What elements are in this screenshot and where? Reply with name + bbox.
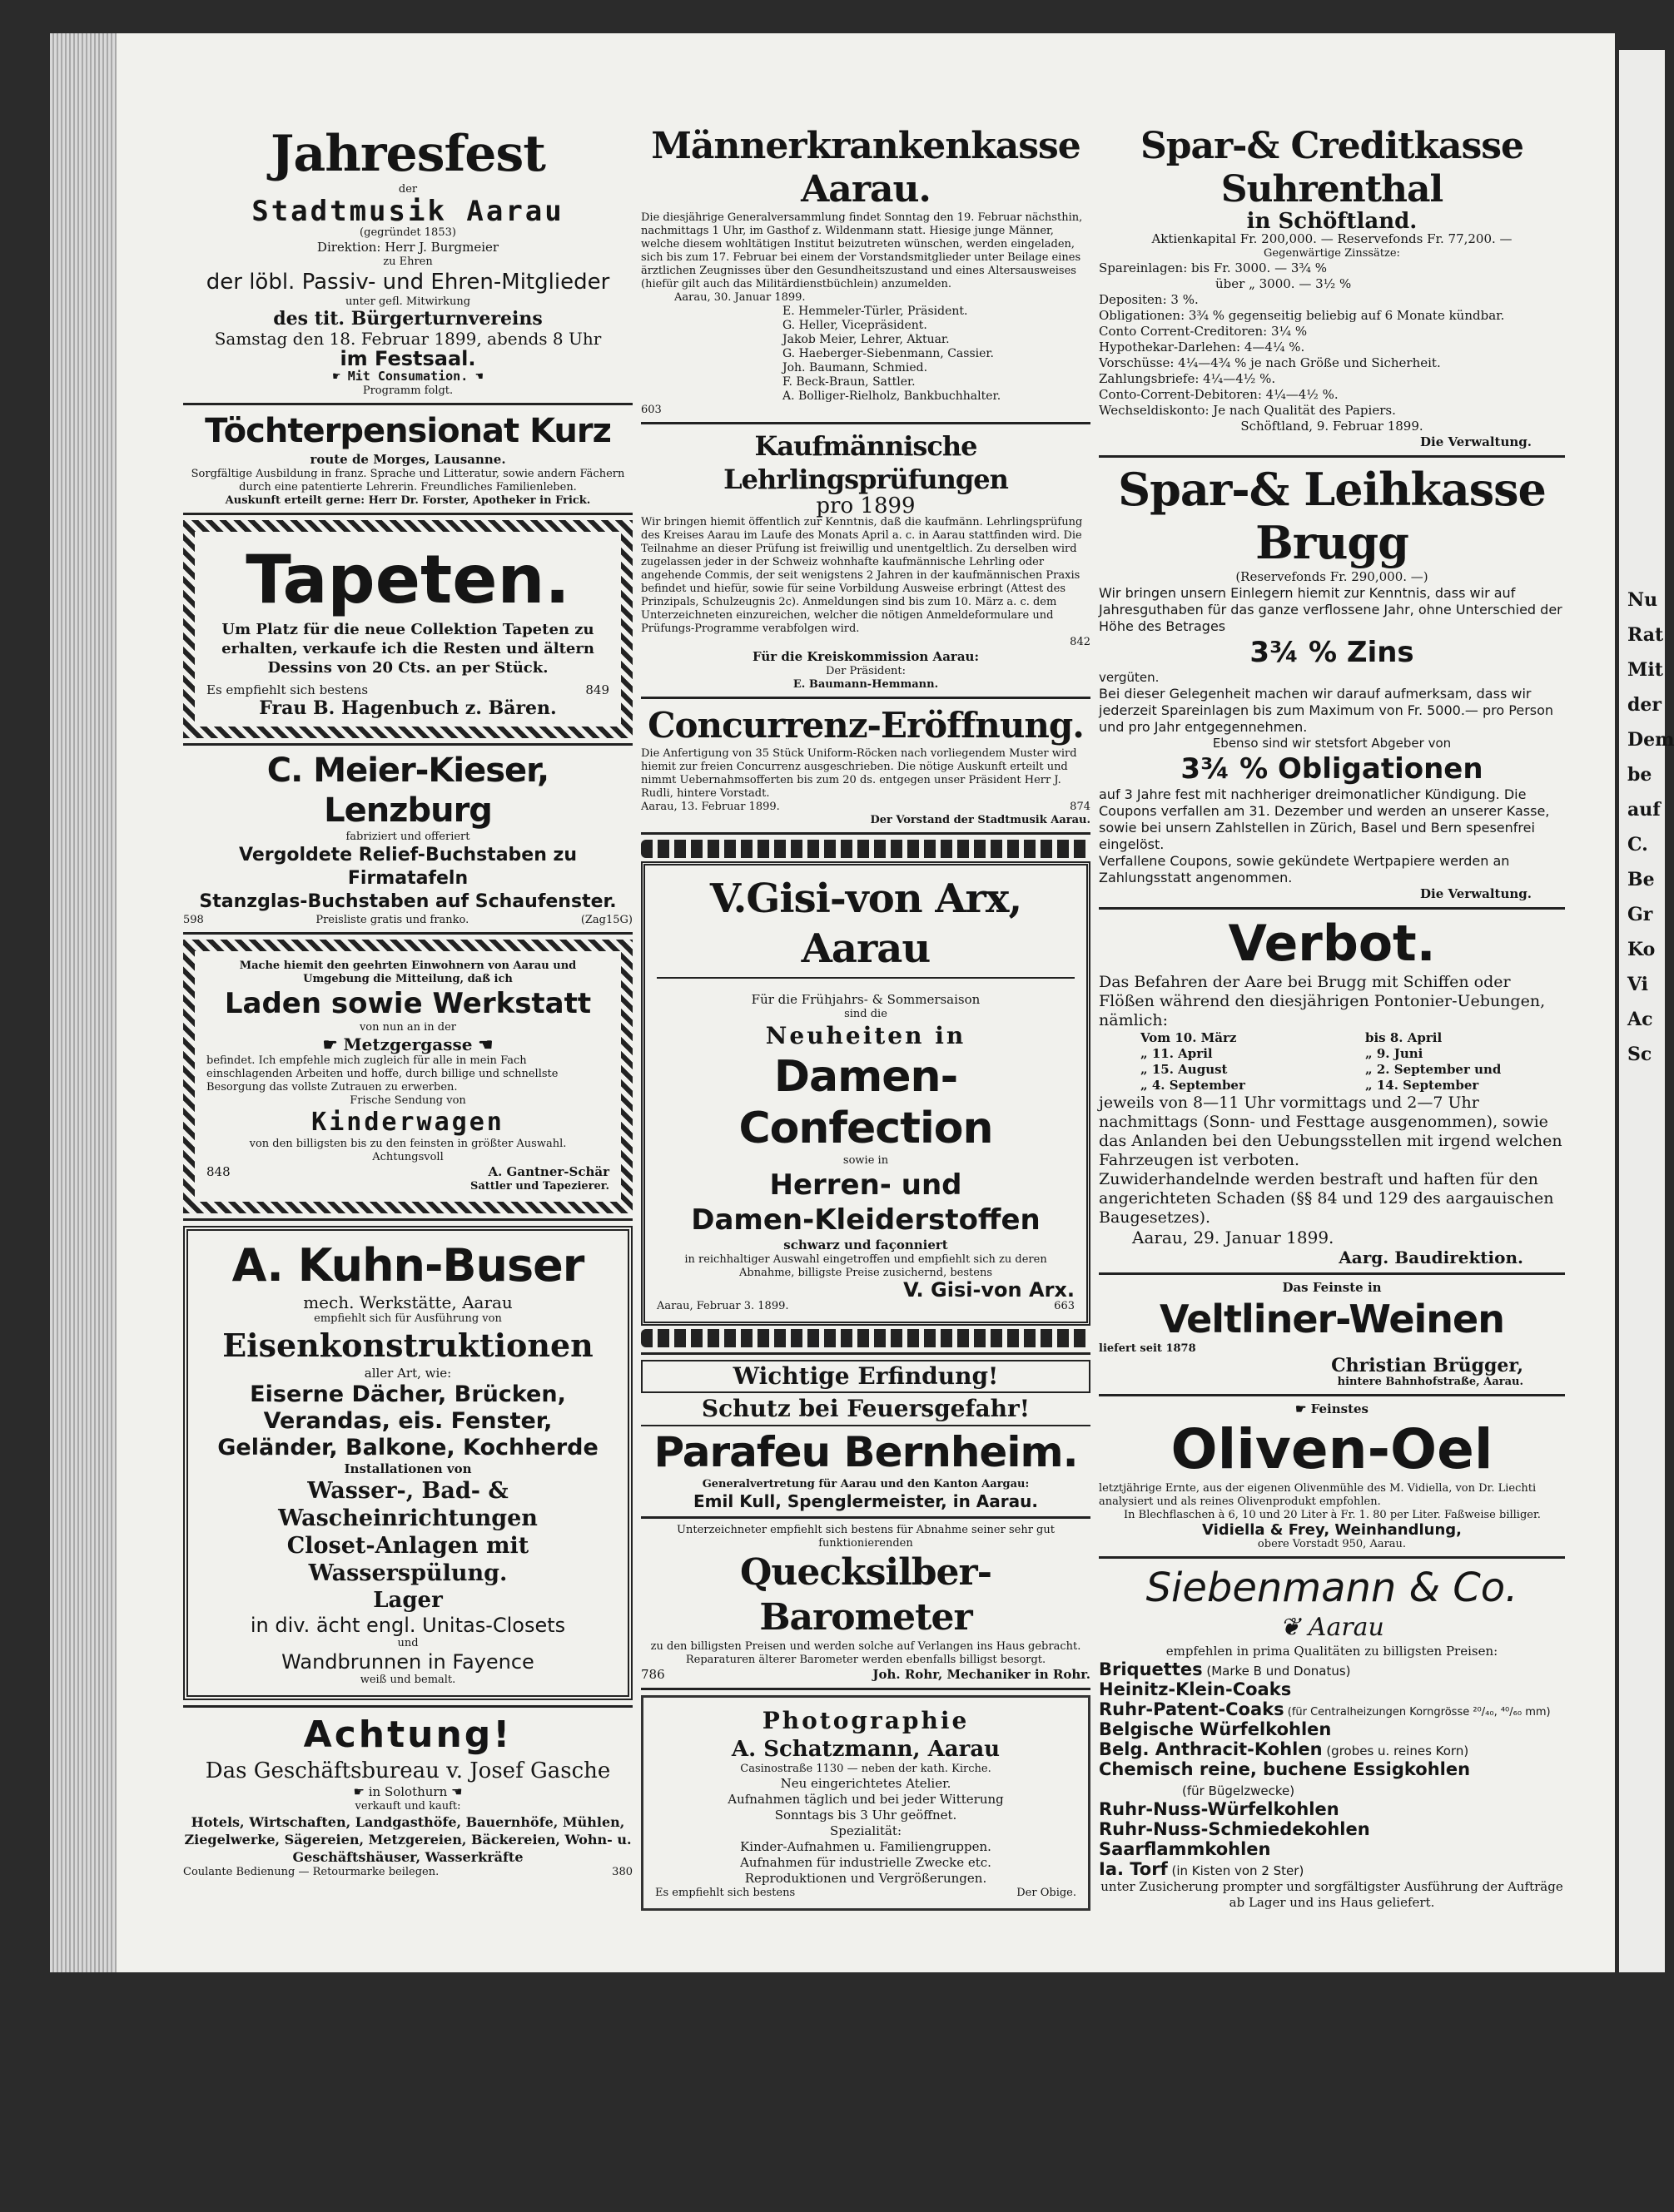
ad-achtung	[183, 1713, 633, 1879]
veltliner-intro: Das Feinste in	[1282, 1280, 1382, 1295]
gisi-damen: Damen-Confection	[738, 1052, 993, 1153]
achtung-verkauft: verkauft und kauft:	[355, 1800, 461, 1813]
barometer-number: 786	[641, 1667, 665, 1682]
siebenmann-items: Briquettes (Marke B und Donatus) Heinitz-Klein-Coaks Ruhr-Patent-Coaks (für Centralheizungen Korngrösse ²⁰/₄₀, ⁴⁰/₆₀ mm) Belgische Würfelkohlen Belg. Anthracit-Kohlen (grobes u. reines Korn) Chemisch reine, buchene Essigkohlen (für Bügelzwecke) Ruhr-Nuss-Würfelkohlen Ruhr-Nuss-Schmiedekohlen Saarflammkohlen Ia. Torf (in Kisten von 2 Ster)	[1099, 1659, 1551, 1879]
laden-product: Kinderwagen	[311, 1108, 504, 1137]
ad-lehrlingspruefungen	[641, 429, 1090, 692]
spar-title: Spar-& Creditkasse Suhrenthal	[1140, 125, 1524, 211]
column-3	[1099, 125, 1565, 1911]
veltliner-since: liefert seit 1878	[1099, 1342, 1196, 1355]
date: Samstag den 18. Februar 1899, abends 8 Uhr	[214, 329, 602, 349]
kuhn-sub: mech. Werkstätte, Aarau	[303, 1292, 513, 1312]
photo-sonntag: Sonntags bis 3 Uhr geöffnet.	[774, 1808, 957, 1823]
laden-title: Laden sowie Werkstatt	[224, 987, 592, 1020]
veltliner-title: Veltliner-Weinen	[1160, 1297, 1504, 1342]
concurrenz-signature: Der Vorstand der Stadtmusik Aarau.	[870, 814, 1090, 826]
verbot-sig: Aarg. Baudirektion.	[1339, 1247, 1523, 1267]
mitwirkung: unter gefl. Mitwirkung	[345, 295, 471, 308]
spar-capital: Aktienkapital Fr. 200,000. — Reservefonds Fr. 77,200. —	[1151, 231, 1513, 246]
brugg-verg: vergüten.	[1099, 670, 1160, 685]
gisi-herren: Herren- und	[769, 1168, 962, 1202]
photo-empf: Es empfiehlt sich bestens	[655, 1887, 796, 1899]
spar-zins: Gegenwärtige Zinssätze:	[1264, 247, 1400, 260]
brugg-reserve: (Reservefonds Fr. 290,000. —)	[1235, 569, 1428, 584]
ad-concurrenz	[641, 704, 1090, 827]
ad-toechterpensionat	[183, 410, 633, 508]
kuhn-lager: Lager	[373, 1588, 443, 1613]
newspaper-page	[117, 33, 1615, 1972]
hand-icon: ☚	[472, 1034, 494, 1054]
ad-erfindung	[641, 1360, 1090, 1511]
photo-atelier: Neu eingerichtetes Atelier.	[780, 1776, 951, 1791]
hand-icon: ☛	[1294, 1401, 1311, 1416]
erfindung-name: Emil Kull, Spenglermeister, in Aarau.	[693, 1491, 1038, 1511]
page-edges	[50, 33, 125, 1972]
tapeten-number: 849	[585, 682, 609, 697]
verbot-date: Aarau, 29. Januar 1899.	[1132, 1228, 1334, 1247]
photo-kinder: Kinder-Aufnahmen u. Familiengruppen.	[740, 1839, 991, 1854]
siebenmann-empf: empfehlen in prima Qualitäten zu billigsten Preisen:	[1165, 1644, 1498, 1659]
ad-jahresfest	[183, 125, 633, 398]
laden-intro: Mache hiemit den geehrten Einwohnern von Aarau und Umgebung die Mitteilung, daß ich	[239, 960, 577, 985]
gisi-season: Für die Frühjahrs- & Sommersaison	[751, 992, 981, 1007]
laden-range: von den billigsten bis zu den feinsten in größter Auswahl.	[249, 1138, 567, 1150]
barometer-title: Quecksilber-Barometer	[740, 1551, 991, 1639]
achtung-text: Hotels, Wirtschaften, Landgasthöfe, Bauernhöfe, Mühlen, Ziegelwerke, Sägereien, Metzgereien, Bäckereien, Wohn- u. Geschäftshäuser, Wasserkräfte	[184, 1814, 632, 1865]
lehrling-title: Kaufmännische Lehrlingsprüfungen	[723, 430, 1008, 495]
laden-achtung: Achtungsvoll	[372, 1151, 444, 1163]
gisi-sowie: sowie in	[842, 1154, 889, 1167]
oliven-preis: In Blechflaschen à 6, 10 und 20 Liter à Fr. 1. 80 per Liter. Faßweise billiger.	[1124, 1509, 1541, 1521]
verbot-text1: Das Befahren der Aare bei Brugg mit Schiffen oder Flößen während den diesjährigen Pontonier-Uebungen, nämlich:	[1099, 973, 1546, 1029]
spar-sig: Die Verwaltung.	[1420, 434, 1532, 449]
members: der löbl. Passiv- und Ehren-Mitglieder	[206, 270, 610, 295]
brugg-ebenso: Ebenso sind wir stetsfort Abgeber von	[1212, 736, 1452, 751]
achtung-bedienung: Coulante Bedienung — Retourmarke beilegen.	[183, 1866, 440, 1878]
toechter-title: Töchterpensionat Kurz	[205, 412, 611, 450]
toechter-text: Sorgfältige Ausbildung in franz. Sprache und Litteratur, sowie andern Fächern durch eine patentierte Lehrerin. Freundliches Familienleben.	[191, 468, 625, 493]
programm: Programm folgt.	[362, 384, 454, 397]
hand-icon: ☚	[447, 1784, 463, 1799]
gisi-neu: Neuheiten in	[765, 1022, 966, 1049]
kuhn-items: Eiserne Dächer, Brücken, Verandas, eis. Fenster, Geländer, Balkone, Kochherde	[217, 1381, 599, 1461]
maenner-date: Aarau, 30. Januar 1899.	[674, 291, 806, 304]
brugg-text1: Wir bringen unsern Einlegern hiemit zur Kenntnis, dass wir auf Jahresguthaben für das ganze verflossene Jahr, ohne Unterschied der Höhe des Betrages	[1099, 585, 1562, 634]
meier-title: C. Meier-Kieser, Lenzburg	[266, 751, 549, 830]
hand-icon: ☛	[353, 1784, 369, 1799]
brugg-oblig: 3¾ % Obligationen	[1180, 752, 1483, 786]
oliven-text: letztjährige Ernte, aus der eigenen Olivenmühle des M. Vidiella, von Dr. Liechti analysiert und als reines Olivenprodukt empfohlen.	[1099, 1482, 1537, 1508]
kuhn-closet: Closet-Anlagen mit Wasserspülung.	[286, 1533, 529, 1586]
maenner-text: Die diesjährige Generalversammlung findet Sonntag den 19. Februar nächsthin, nachmittags 1 Uhr, im Gasthof z. Wildenmann statt. Hiesige junge Männer, welche diesem wohltätigen Institut beizutreten wünschen, werden eingeladen, sich bis zum 17. Februar bei einem der Vorstandsmitglieder unter Beilage eines ärztlichen Zeugnisses über den Gesundheitszustand und eines Altersausweises (hiefür gilt auch das Militärdienstbüchlein) anzumelden.	[641, 211, 1083, 290]
gisi-text: in reichhaltiger Auswahl eingetroffen und empfiehlt sich zu deren Abnahme, billigste Preise zusichernd, bestens	[684, 1253, 1047, 1279]
zu-ehren: zu Ehren	[383, 255, 433, 268]
brugg-sig: Die Verwaltung.	[1420, 886, 1532, 901]
hand-icon: ☚	[468, 369, 484, 384]
barometer-name: Joh. Rohr, Mechaniker in Rohr.	[872, 1667, 1090, 1682]
venue: im Festsaal.	[340, 347, 476, 370]
lehrling-kommission: Für die Kreiskommission Aarau:	[753, 649, 979, 664]
tapeten-text: Um Platz für die neue Collektion Tapeten zu erhalten, verkaufe ich die Resten und ältern Dessins von 20 Cts. an per Stück.	[221, 621, 594, 677]
oliven-title: Oliven-Oel	[1170, 1417, 1493, 1481]
tapeten-title: Tapeten.	[246, 541, 570, 618]
achtung-number: 380	[612, 1866, 633, 1878]
ad-veltliner	[1099, 1280, 1565, 1389]
lehrling-year: pro 1899	[816, 493, 916, 518]
barometer-intro: Unterzeichneter empfiehlt sich bestens für Abnahme seiner sehr gut funktionierenden	[677, 1524, 1055, 1550]
spar-date: Schöftland, 9. Februar 1899.	[1240, 419, 1423, 434]
achtung-bureau: Das Geschäftsbureau v. Josef Gasche	[205, 1758, 611, 1783]
toechter-address: route de Morges, Lausanne.	[310, 452, 506, 467]
maenner-names: E. Hemmeler-Türler, Präsident. G. Heller, Vicepräsident. Jakob Meier, Lehrer, Aktuar. G. Haeberger-Siebenmann, Cassier. Joh. Baumann, Schmied. F. Beck-Braun, Sattler. A. Bolliger-Rielholz, Bankbuchhalter.	[782, 305, 1001, 403]
tapeten-empfiehlt: Es empfiehlt sich bestens	[206, 682, 369, 697]
meier-line2: Stanzglas-Buchstaben auf Schaufenster.	[199, 891, 617, 912]
laden-street: ☛ Metzgergasse ☚	[322, 1034, 494, 1054]
ad-laden	[183, 940, 633, 1213]
direction: Direktion: Herr J. Burgmeier	[316, 240, 499, 255]
brugg-text3: auf 3 Jahre fest mit nachheriger dreimonatlicher Kündigung. Die Coupons verfallen am 31. Dezember und werden an unserer Kasse, sowie bei unsern Zahlstellen in Zürich, Basel und Bern spesenfrei eingelöst.	[1099, 786, 1550, 852]
brugg-text2: Bei dieser Gelegenheit machen wir darauf aufmerksam, dass wir jederzeit Spareinlagen bis zum Maximum von Fr. 5000.— pro Person und pro Jahr entgegennehmen.	[1099, 686, 1554, 735]
column-2	[641, 125, 1090, 1914]
photo-name: A. Schatzmann, Aarau	[731, 1737, 1001, 1762]
maenner-title: Männerkrankenkasse Aarau.	[651, 125, 1080, 211]
der: der	[398, 183, 418, 196]
erfindung-schutz: Schutz bei Feuersgefahr!	[641, 1393, 1090, 1426]
oliven-feinstes: ☛ Feinstes	[1294, 1401, 1369, 1416]
kuhn-empf: empfiehlt sich für Ausführung von	[314, 1312, 502, 1325]
siebenmann-title: Siebenmann & Co.	[1145, 1565, 1518, 1611]
maenner-number: 603	[641, 404, 662, 416]
verbot-text2: jeweils von 8—11 Uhr vormittags und 2—7 Uhr nachmittags (Sonn- und Festtage ausgenommen), sowie das Anlanden bei den Uebungsstellen mit irgend welchen Fahrzeugen ist verboten.	[1099, 1094, 1562, 1169]
meier-line1: Vergoldete Relief-Buchstaben zu Firmatafeln	[239, 845, 577, 889]
brugg-title: Spar-& Leihkasse Brugg	[1118, 463, 1546, 569]
photo-repro: Reproduktionen und Vergrößerungen.	[744, 1871, 987, 1886]
oliven-name: Vidiella & Frey, Weinhandlung,	[1201, 1521, 1463, 1539]
photo-spez: Spezialität:	[829, 1823, 902, 1838]
ad-kuhn-buser	[183, 1226, 633, 1700]
concurrenz-title: Concurrenz-Eröffnung.	[648, 705, 1084, 746]
kuhn-und: und	[397, 1637, 419, 1649]
spar-place: in Schöftland.	[1246, 209, 1418, 234]
verbot-title: Verbot.	[1228, 915, 1436, 973]
ad-oliven	[1099, 1401, 1565, 1551]
meier-number: 598	[183, 914, 204, 926]
photo-title: Photographie	[762, 1707, 970, 1734]
verbot-text3: Zuwiderhandelnde werden bestraft und haften für den angerichteten Schaden (§§ 84 und 129 des aargauischen Baugesetzes).	[1099, 1170, 1554, 1227]
toechter-auskunft: Auskunft erteilt gerne: Herr Dr. Forster, Apotheker in Frick.	[225, 494, 591, 507]
photo-auf: Aufnahmen täglich und bei jeder Witterung	[728, 1792, 1004, 1807]
kuhn-main: Eisenkonstruktionen	[222, 1327, 594, 1364]
spar-rates: Spareinlagen: bis Fr. 3000. — 3¾ % über „ 3000. — 3½ % Depositen: 3 %. Obligationen: 3¾ % gegenseitig beliebig auf 6 Monate kündbar. Conto Corrent-Creditoren: 3¼ % Hypothekar-Darlehen: 4—4¼ %. Vorschüsse: 4¼—4¾ % je nach Größe und Sicherheit. Zahlungsbriefe: 4¼—4½ %. Conto-Corrent-Debitoren: 4¼—4½ %. Wechseldiskonto: Je nach Qualität des Papiers.	[1099, 260, 1505, 418]
veltliner-name: Christian Brügger,	[1331, 1355, 1523, 1376]
kuhn-unitas: in div. ächt engl. Unitas-Closets	[250, 1614, 566, 1637]
verein: des tit. Bürgerturnvereins	[273, 308, 543, 330]
meier-preisliste: Preisliste gratis und franko.	[315, 914, 469, 926]
hand-icon: ☛	[322, 1034, 344, 1054]
laden-signature: A. Gantner-Schär	[488, 1164, 609, 1179]
brugg-text4: Verfallene Coupons, sowie gekündete Wertpapiere werden an Zahlungsstatt angenommen.	[1099, 853, 1510, 885]
kuhn-title: A. Kuhn-Buser	[231, 1239, 584, 1292]
gisi-date: Aarau, Februar 3. 1899.	[657, 1300, 789, 1312]
siebenmann-footer: unter Zusicherung prompter und sorgfältigster Ausführung der Aufträge ab Lager und ins Haus geliefert.	[1100, 1879, 1563, 1910]
meier-code: (Zag15G)	[580, 914, 633, 926]
achtung-title: Achtung!	[303, 1714, 513, 1756]
kuhn-weiss: weiß und bemalt.	[360, 1674, 456, 1686]
ornament-border	[641, 840, 1090, 858]
barometer-text: zu den billigsten Preisen und werden solche auf Verlangen ins Haus gebracht. Reparaturen älterer Barometer werden ebenfalls billigst besorgt.	[650, 1640, 1081, 1666]
ad-gisi	[641, 840, 1090, 1347]
laden-number: 848	[206, 1164, 231, 1179]
siebenmann-place: ❦ Aarau	[1279, 1613, 1384, 1642]
gisi-signature: V. Gisi-von Arx.	[903, 1278, 1075, 1302]
ad-siebenmann	[1099, 1564, 1565, 1911]
concurrenz-number: 874	[1070, 801, 1090, 813]
gisi-number: 663	[1054, 1300, 1075, 1312]
lehrling-praes: Der Präsident:	[826, 665, 906, 677]
meier-sub: fabriziert und offeriert	[345, 831, 470, 843]
stadtmusik-title: Stadtmusik Aarau	[251, 195, 564, 228]
concurrenz-text: Die Anfertigung von 35 Stück Uniform-Röcken nach vorliegendem Muster wird hiemit zur freien Concurrenz ausgeschrieben. Die nötige Auskunft erteilt und nimmt Uebernahmsofferten bis zum 20 ds. entgegen unser Präsident Herr J. Rudli, hintere Vorstadt.	[641, 747, 1077, 800]
adjacent-page-edge: Nu Rat Mit der Dem be auf C. Be Gr Ko Vi Ac Sc	[1619, 50, 1665, 1972]
ad-verbot	[1099, 915, 1565, 1267]
verbot-dates: Vom 10. März bis 8. April „ 11. April „ 9. Juni „ 15. August „ 2. September und „ 4. September „ 14. September	[1140, 1030, 1502, 1093]
gisi-title: V.Gisi-von Arx, Aarau	[709, 875, 1022, 972]
lehrling-text: Wir bringen hiemit öffentlich zur Kenntnis, daß die kaufmänn. Lehrlingsprüfung des Kreises Aarau im Laufe des Monats April a. c. in Aarau stattfinden wird. Die Teilnahme an dieser Prüfung ist freiwillig und unentgeltlich. Zu derselben wird zugelassen jeder in der Schweiz wohnhafte kaufmännische Lehrling oder angehende Commis, der seit wenigstens 2 Jahren in der kaufmännischen Praxis befindet und hiefür, sowie für seine Vorbildung Ausweise erbringt (Attest des Prinzipals, Schulzeugnis 2c). Anmeldungen sind bis zum 10. März a. c. dem Unterzeichneten einzureichen, welcher die nötigen Anmeldeformulare und Prüfungs-Programme verabfolgen wird.	[641, 516, 1083, 635]
brugg-zins: 3¾ % Zins	[1249, 636, 1414, 669]
founded: (gegründet 1853)	[360, 226, 456, 239]
kuhn-aller: aller Art, wie:	[364, 1366, 452, 1381]
tapeten-signature: Frau B. Hagenbuch z. Bären.	[259, 697, 557, 719]
erfindung-product: Parafeu Bernheim.	[653, 1428, 1078, 1476]
ad-meier-kieser	[183, 751, 633, 927]
consumation: ☛ Mit Consumation. ☚	[332, 369, 484, 384]
kuhn-wand: Wandbrunnen in Fayence	[281, 1650, 534, 1674]
lehrling-number: 842	[1070, 636, 1090, 648]
photo-sig: Der Obige.	[1016, 1887, 1076, 1899]
photo-ind: Aufnahmen für industrielle Zwecke etc.	[740, 1855, 991, 1870]
concurrenz-date: Aarau, 13. Februar 1899.	[641, 801, 780, 813]
ad-spar-suhrenthal	[1099, 125, 1565, 450]
gisi-sind: sind die	[844, 1008, 887, 1020]
laden-text: befindet. Ich empfehle mich zugleich für alle in mein Fach einschlagenden Arbeiten und hoffe, durch billige und schnellste Besorgung das vollste Zutrauen zu erwerben.	[206, 1054, 559, 1094]
ornament-border	[641, 1329, 1090, 1347]
lehrling-name: E. Baumann-Hemmann.	[792, 678, 939, 691]
hand-icon: ☛	[332, 369, 348, 384]
ornament-icon: ❦	[1279, 1613, 1309, 1642]
oliven-address: obere Vorstadt 950, Aarau.	[1257, 1538, 1407, 1550]
erfindung-vertretung: Generalvertretung für Aarau und den Kanton Aargau:	[702, 1478, 1030, 1490]
gisi-kleider: Damen-Kleiderstoffen	[691, 1203, 1041, 1237]
kuhn-install: Installationen von	[344, 1461, 472, 1476]
achtung-in: ☛ in Solothurn ☚	[353, 1784, 463, 1799]
erfindung-title: Wichtige Erfindung!	[641, 1360, 1090, 1393]
laden-trade: Sattler und Tapezierer.	[469, 1180, 609, 1193]
ad-barometer	[641, 1524, 1090, 1683]
ad-maennerkrankenkasse	[641, 125, 1090, 417]
gisi-farbe: schwarz und façonniert	[783, 1237, 948, 1252]
laden-sub: von nun an in der	[359, 1021, 457, 1034]
photo-address: Casinostraße 1130 — neben der kath. Kirche.	[740, 1763, 991, 1775]
laden-frische: Frische Sendung von	[350, 1094, 466, 1107]
ad-tapeten	[183, 520, 633, 738]
ad-photographie	[641, 1695, 1090, 1911]
jahresfest-title: Jahresfest	[271, 125, 545, 183]
ad-spar-brugg	[1099, 463, 1565, 902]
kuhn-wasser: Wasser-, Bad- & Wascheinrichtungen	[278, 1478, 538, 1531]
veltliner-address: hintere Bahnhofstraße, Aarau.	[1337, 1376, 1523, 1388]
column-1	[183, 125, 633, 1879]
